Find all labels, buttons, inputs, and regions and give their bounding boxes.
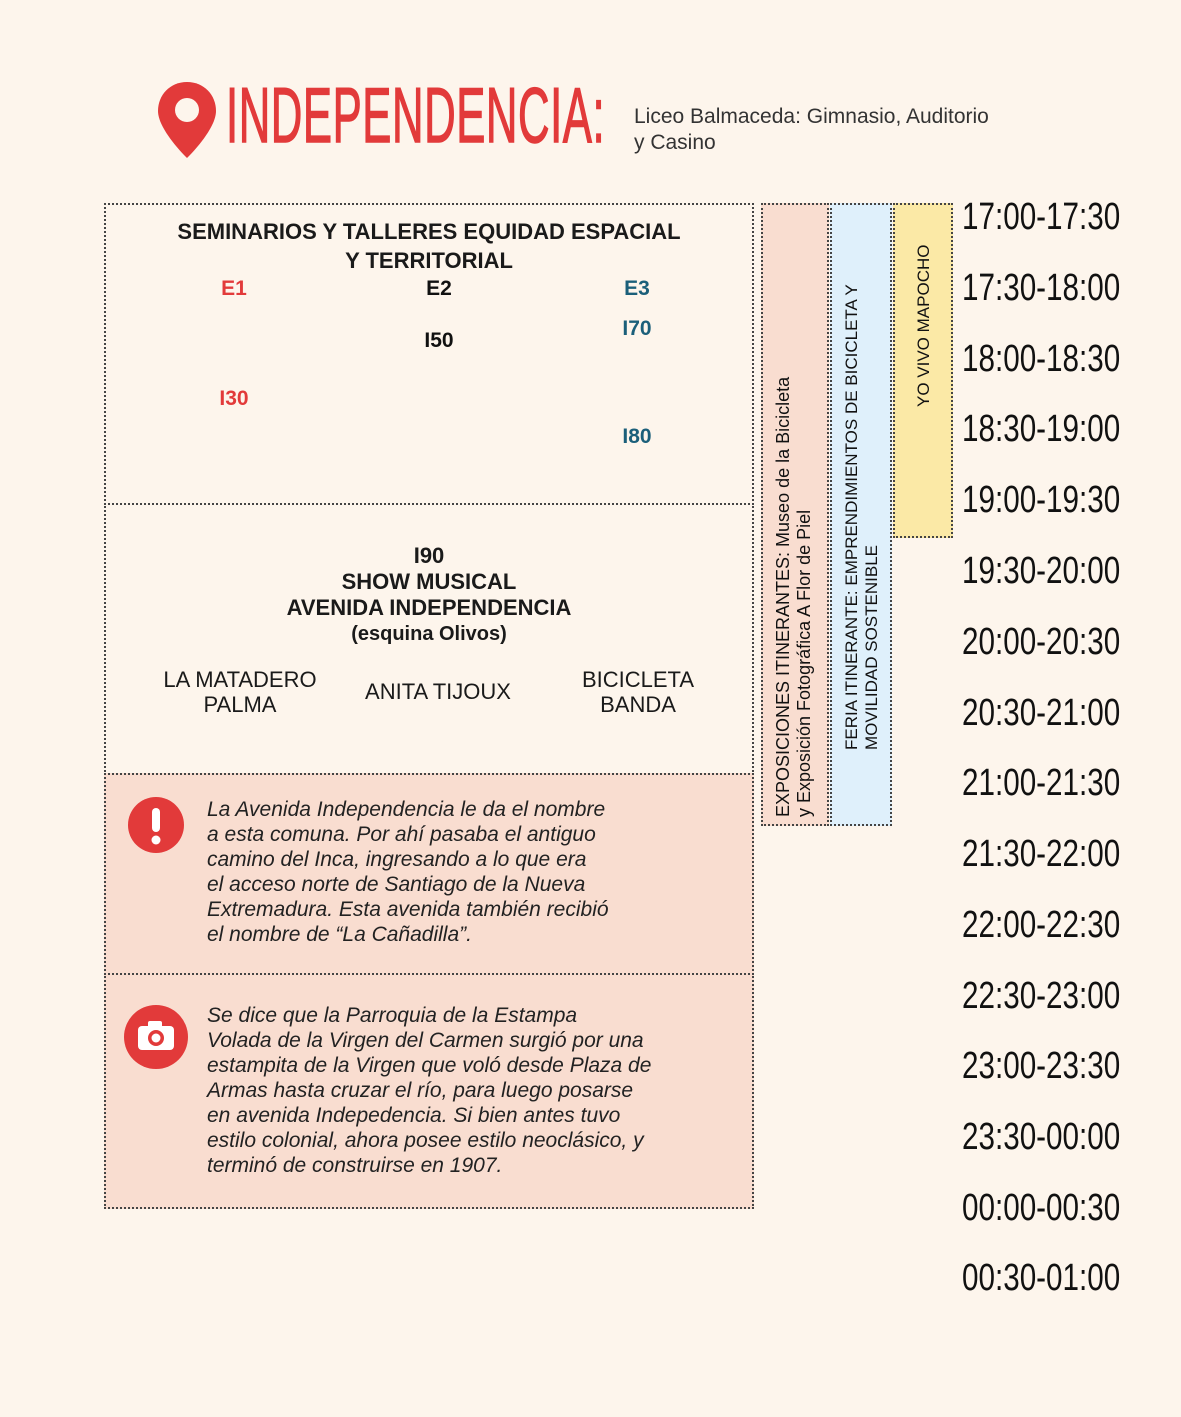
fact-line: Se dice que la Parroquia de la Estampa (207, 1004, 578, 1027)
session-code-i50: I50 (424, 329, 454, 352)
time-slot: 21:30-22:00 (962, 833, 1121, 875)
show-heading (106, 543, 752, 647)
seminars-heading-line-1: SEMINARIOS Y TALLERES EQUIDAD ESPACIAL (177, 219, 681, 244)
time-slot: 22:00-22:30 (962, 904, 1121, 946)
band-item (338, 679, 538, 704)
fact-line: estampita de la Virgen que voló desde Plaza de (207, 1054, 652, 1077)
band-name-line-1: ANITA TIJOUX (365, 679, 511, 704)
column-line: y Exposición Fotográfica A Flor de Piel (794, 509, 814, 817)
venue-subtitle-line-2: y Casino (634, 131, 716, 154)
fact-line: Extremadura. Esta avenida también recibió (207, 898, 609, 921)
seminars-panel (104, 203, 754, 505)
fact-line: estilo colonial, ahora posee estilo neoclásico, y (207, 1129, 644, 1152)
time-slot: 22:30-23:00 (962, 975, 1121, 1017)
session-code-i30: I30 (219, 387, 249, 410)
exclamation-icon (128, 797, 184, 853)
show-title-line-2: AVENIDA INDEPENDENCIA (286, 595, 572, 620)
time-slot: 19:30-20:00 (962, 550, 1121, 592)
time-slot: 21:00-21:30 (962, 762, 1121, 804)
fact-line: terminó de construirse en 1907. (207, 1154, 503, 1177)
time-slot: 20:00-20:30 (962, 621, 1121, 663)
fact-line: camino del Inca, ingresando a lo que era (207, 848, 587, 871)
fact-line: Armas hasta cruzar el río, para luego posarse (207, 1079, 634, 1102)
fact-line: en avenida Indepedencia. Si bien antes tuvo (207, 1104, 621, 1127)
fact-line: el nombre de “La Cañadilla”. (207, 923, 472, 946)
session-code-e3: E3 (624, 277, 650, 300)
seminars-heading (106, 217, 752, 275)
venue-subtitle-line-1: Liceo Balmaceda: Gimnasio, Auditorio (634, 105, 989, 128)
page-title: INDEPENDENCIA: (226, 71, 606, 159)
show-panel (104, 503, 754, 775)
column-line: EXPOSICIONES ITINERANTES: Museo de la Bicicleta (773, 376, 793, 817)
time-slot: 18:30-19:00 (962, 408, 1121, 450)
exhibitions-column (761, 203, 829, 826)
column-line: YO VIVO MAPOCHO (914, 244, 933, 407)
camera-icon (124, 1005, 188, 1069)
time-slot: 23:00-23:30 (962, 1045, 1121, 1087)
band-name-line-1: LA MATADERO (163, 667, 317, 692)
band-name-line-2: BANDA (600, 692, 676, 717)
time-slot: 19:00-19:30 (962, 479, 1121, 521)
band-item (538, 667, 738, 717)
fair-column (830, 203, 892, 826)
time-slot: 00:30-01:00 (962, 1257, 1121, 1299)
fact-text (207, 1003, 752, 1178)
time-slot: 17:00-17:30 (962, 196, 1121, 238)
fact-line: a esta comuna. Por ahí pasaba el antiguo (207, 823, 596, 846)
fact-card (104, 773, 754, 975)
time-slot: 18:00-18:30 (962, 338, 1121, 380)
fact-line: La Avenida Independencia le da el nombre (207, 798, 606, 821)
exhibitions-column-text (773, 377, 815, 817)
fact-card (104, 973, 754, 1209)
time-slot: 17:30-18:00 (962, 267, 1121, 309)
session-code-e1: E1 (221, 277, 247, 300)
fact-text (207, 797, 747, 947)
band-name-line-2: PALMA (203, 692, 277, 717)
band-item (140, 667, 340, 717)
yo-vivo-mapocho-text (913, 245, 934, 407)
band-name-line-1: BICICLETA (581, 667, 695, 692)
show-code: I90 (413, 543, 445, 568)
time-slot: 00:00-00:30 (962, 1187, 1121, 1229)
time-slot: 23:30-00:00 (962, 1116, 1121, 1158)
time-slot: 20:30-21:00 (962, 692, 1121, 734)
map-pin-icon (156, 80, 218, 160)
fact-line: el acceso norte de Santiago de la Nueva (207, 873, 586, 896)
session-code-e2: E2 (426, 277, 452, 300)
fair-column-text (842, 284, 882, 750)
show-title-line-1: SHOW MUSICAL (341, 569, 517, 594)
column-line: MOVILIDAD SOSTENIBLE (862, 545, 881, 750)
yo-vivo-mapocho-column (893, 203, 953, 538)
column-line: FERIA ITINERANTE: EMPRENDIMIENTOS DE BICICLETA Y (842, 284, 861, 750)
show-location: (esquina Olivos) (351, 623, 507, 645)
fact-line: Volada de la Virgen del Carmen surgió por una (207, 1029, 644, 1052)
seminars-heading-line-2: Y TERRITORIAL (345, 248, 513, 273)
venue-subtitle (634, 104, 1064, 156)
session-code-i70: I70 (622, 317, 652, 340)
session-code-i80: I80 (622, 425, 652, 448)
